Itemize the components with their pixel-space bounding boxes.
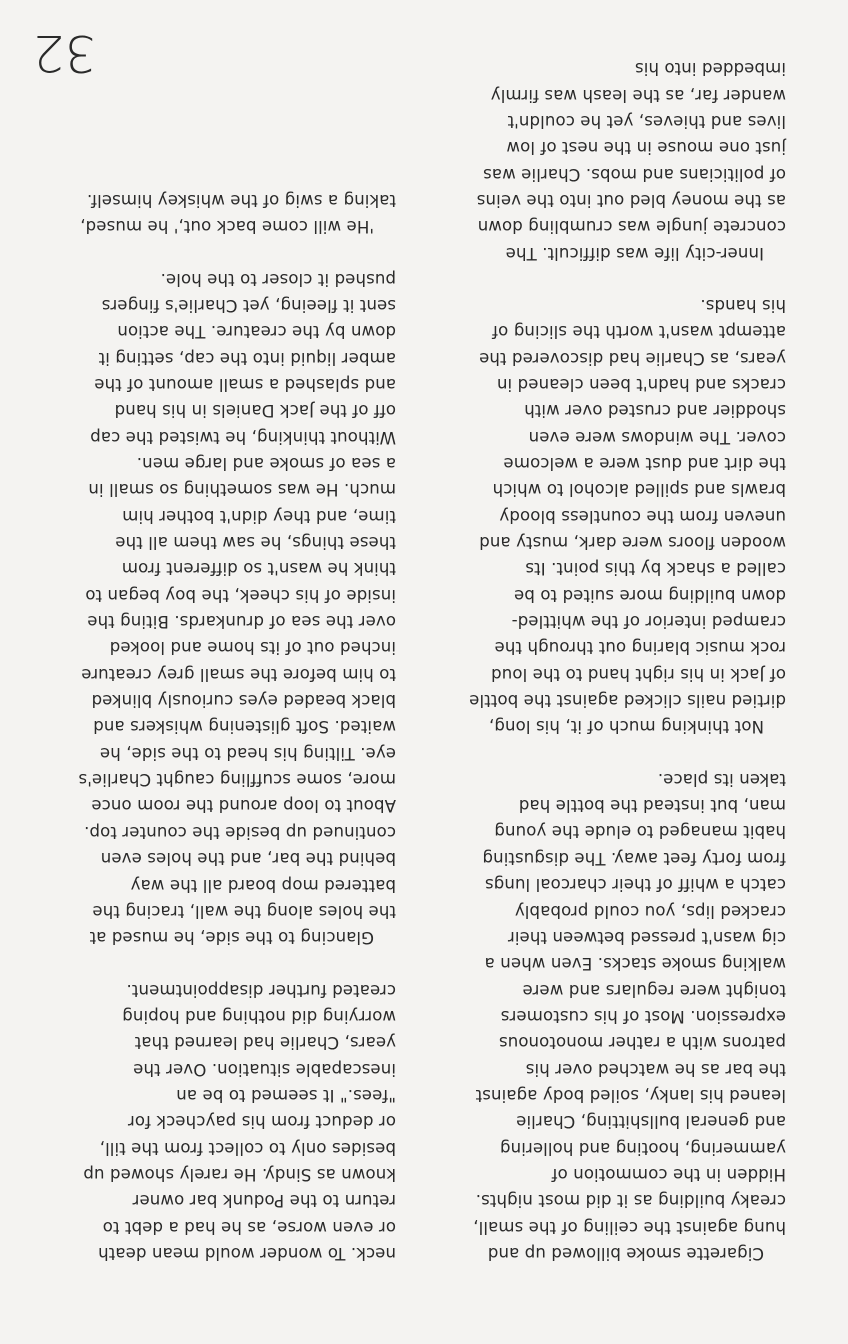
page-number: 32	[32, 24, 96, 82]
paragraph: neck. To wonder would mean death or even worse, as he had a debt to return to the Podunk bar owner known as Sindy. He rarely showed up besides only to collect from the till, or deduct from his paycheck for "fees." It seemed to be an inescapable situation. Over the years, Charlie had learned that worrying did nothing and hoping created further disappointment.	[83, 980, 396, 1263]
paragraph: 'He will come back out,' he mused, taking a swig of the whiskey himself.	[80, 190, 396, 237]
paragraph: Inner-city life was difficult. The concrete jungle was crumbling down as the money bled out into the veins of politicians and mobs. Charlie was just one mouse in the nest of low lives and thieves, yet he couldn't wander far, as the leash was firmly imbedded into his	[476, 59, 786, 263]
paragraph: Glancing to the side, he mused at the holes along the wall, tracing the battered mop board all the way behind the bar, and the holes even continued up beside the counter top. About to loop around the room once more, some scuffling caught Charlie's eye. Tilting his head to the side, he waited. Soft glistening whiskers and black beaded eyes curiously blinked to him before the small grey creature inched out of its home and looked over the sea of drunkards. Biting the inside of his cheek, the boy began to think he wasn't so different from these things, he saw them all the time, and they didn't bother him much. He was something so small in a sea of smoke and large men. Without thinking, he twisted the cap off of the Jack Daniels in his hand and splashed a small amount of the amber liquid into the cap, setting it down by the creature. The action sent it fleeing, yet Charlie's fingers pushed it closer to the hole.	[78, 269, 396, 948]
left-column	[468, 55, 786, 1266]
paragraph: Not thinking much of it, his long, dirtied nails clicked against the bottle of Jack in his right hand to the loud rock music blaring out through the cramped interior of the whittled-down building more suited to be called a shack by this point. Its wooden floors were dark, musty and uneven from the countless bloody brawls and spilled alcohol to which the dirt and dust were a welcome cover. The windows were even shoddier and crusted over with cracks and hadn't been cleaned in years, as Charlie had discovered the attempt wasn't worth the slicing of his hands.	[469, 295, 786, 737]
right-column	[78, 187, 396, 1266]
paragraph: Cigarette smoke billowed up and hung against the ceiling of the small, creaky building as it did most nights. Hidden in the commotion of yammering, hooting and hollering and general bullshitting, Charlie leaned his lanky, soiled body against the bar as he watched over his patrons with a rather monotonous expression. Most of his customers tonight were regulars and were walking smoke stacks. Even when a cig wasn't pressed between their cracked lips, you could probably catch a whiff of their charcoal lungs from forty feet away. The disgusting habit managed to elude the young man, but instead the bottle had taken its place.	[473, 769, 786, 1263]
